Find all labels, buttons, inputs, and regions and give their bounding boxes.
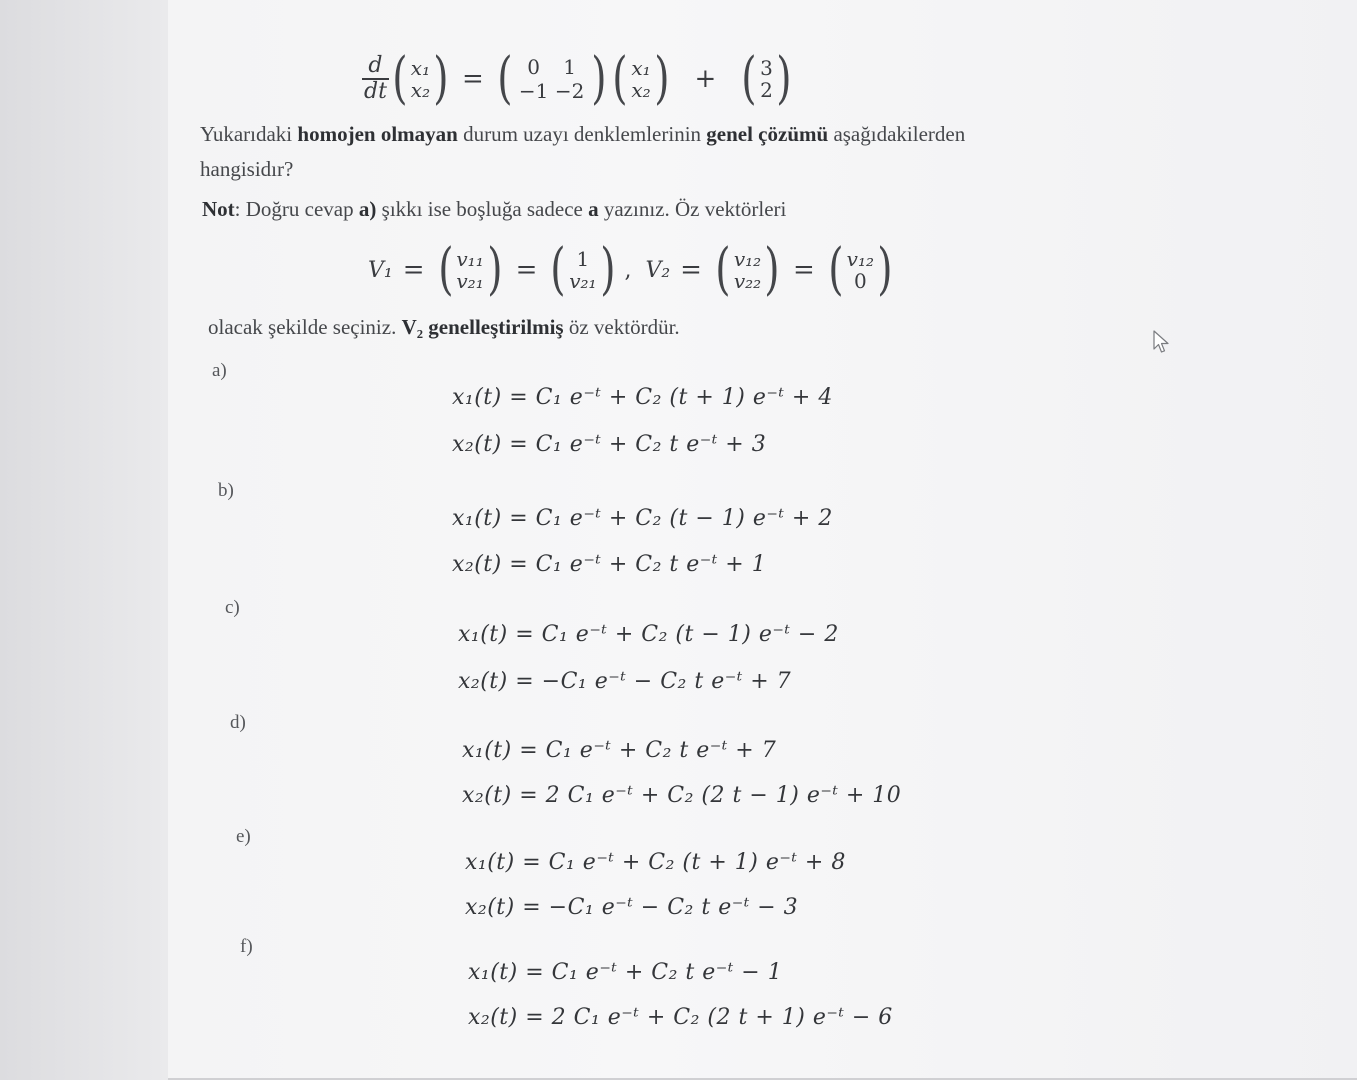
left-paren: ( <box>741 46 757 111</box>
vector-entry: v₂₁ <box>456 269 484 293</box>
left-paren: ( <box>437 237 454 302</box>
option-a-x2: x₂(t) = C₁ e⁻ᵗ + C₂ t e⁻ᵗ + 3 <box>452 432 767 457</box>
option-label-c[interactable]: c) <box>225 597 240 618</box>
question-line-1 <box>200 122 965 147</box>
note-line <box>202 197 786 222</box>
option-e-x1: x₁(t) = C₁ e⁻ᵗ + C₂ (t + 1) e⁻ᵗ + 8 <box>465 850 846 875</box>
v2-symbolic <box>712 237 783 302</box>
separator-comma: , <box>624 257 632 283</box>
right-paren: ) <box>764 237 780 302</box>
vector-entry: 2 <box>760 78 773 102</box>
choose-text: olacak şekilde seçiniz. <box>208 315 402 339</box>
state-vector <box>389 46 452 111</box>
right-paren: ) <box>486 237 503 302</box>
v2-label: V₂ <box>645 257 671 283</box>
note-bold: a) <box>358 197 377 221</box>
right-paren: ) <box>776 46 792 111</box>
note-text: yazınız. Öz vektörleri <box>598 197 787 221</box>
derivative-operator <box>362 54 389 104</box>
system-matrix <box>494 46 610 111</box>
question-line-2: hangisidır? <box>200 157 294 181</box>
equals-sign: = <box>461 64 484 94</box>
vector-entry: v₁₂ <box>846 247 875 271</box>
note-text: : Doğru cevap <box>234 197 359 221</box>
choose-text: öz vektördür. <box>563 315 680 339</box>
option-label-f[interactable]: f) <box>240 936 253 957</box>
vector-entry: v₂₁ <box>569 269 597 293</box>
matrix-entry: −1 <box>518 79 549 103</box>
note-label: Not <box>202 197 235 221</box>
option-d-x2: x₂(t) = 2 C₁ e⁻ᵗ + C₂ (2 t − 1) e⁻ᵗ + 10 <box>462 783 902 808</box>
vector-entry: v₁₁ <box>456 247 484 271</box>
state-vector-rhs <box>609 46 672 111</box>
matrix-entry: 1 <box>563 55 576 79</box>
question-text: aşağıdakilerden <box>828 122 966 146</box>
option-label-a[interactable]: a) <box>212 360 227 381</box>
left-paren: ( <box>550 237 566 302</box>
right-paren: ) <box>599 237 616 302</box>
question-text: durum uzayı denklemlerinin <box>457 122 707 146</box>
option-a-x1: x₁(t) = C₁ e⁻ᵗ + C₂ (t + 1) e⁻ᵗ + 4 <box>452 385 833 410</box>
screen-left-margin <box>0 0 168 1080</box>
left-paren: ( <box>497 46 513 111</box>
v1-values <box>547 237 618 302</box>
option-f-x2: x₂(t) = 2 C₁ e⁻ᵗ + C₂ (2 t + 1) e⁻ᵗ − 6 <box>468 1005 893 1030</box>
option-f-x1: x₁(t) = C₁ e⁻ᵗ + C₂ t e⁻ᵗ − 1 <box>468 960 783 985</box>
vector-entry: x₂ <box>410 78 431 102</box>
question-bold: genel çözümü <box>706 122 829 146</box>
derivative-numerator: d <box>368 53 383 79</box>
v1-label: V₁ <box>368 257 393 283</box>
vector-entry: x₂ <box>631 78 651 102</box>
question-bold: homojen olmayan <box>297 122 458 146</box>
derivative-denominator: dt <box>364 78 387 104</box>
note-bold: a <box>588 197 599 221</box>
question-text: Yukarıdaki <box>200 122 298 146</box>
right-paren: ) <box>590 46 607 111</box>
option-label-d[interactable]: d) <box>230 712 246 733</box>
option-d-x1: x₁(t) = C₁ e⁻ᵗ + C₂ t e⁻ᵗ + 7 <box>462 738 777 763</box>
v1-symbolic <box>435 237 506 302</box>
plus-sign: + <box>694 64 717 94</box>
constant-vector <box>738 46 794 111</box>
choose-bold: V₂ genelleştirilmiş <box>401 315 564 339</box>
option-b-x1: x₁(t) = C₁ e⁻ᵗ + C₂ (t − 1) e⁻ᵗ + 2 <box>452 506 833 531</box>
option-label-b[interactable]: b) <box>218 480 234 501</box>
option-label-e[interactable]: e) <box>236 826 251 847</box>
matrix-entry: −2 <box>554 79 585 103</box>
option-c-x2: x₂(t) = −C₁ e⁻ᵗ − C₂ t e⁻ᵗ + 7 <box>458 669 792 694</box>
vector-entry: 3 <box>760 56 773 80</box>
right-paren: ) <box>433 46 449 111</box>
vector-entry: v₁₂ <box>733 247 762 271</box>
vector-entry: x₁ <box>410 56 431 80</box>
option-b-x2: x₂(t) = C₁ e⁻ᵗ + C₂ t e⁻ᵗ + 1 <box>452 552 767 577</box>
choose-line <box>208 315 680 340</box>
left-paren: ( <box>828 237 844 302</box>
matrix-entry: 0 <box>527 55 540 79</box>
mouse-pointer-icon <box>1152 330 1170 354</box>
vector-entry: v₂₂ <box>733 269 762 293</box>
state-space-equation <box>362 44 795 114</box>
vector-entry: 1 <box>576 247 590 271</box>
right-paren: ) <box>877 237 893 302</box>
eigenvector-definitions: V₁ = ( v₁₁ v₂₁ ) = ( 1 v₂₁ ) , V₂ = ( v₁₂ v₂₂ ) = ( v₁₂ 0 ) <box>368 238 896 302</box>
right-paren: ) <box>653 46 670 111</box>
left-paren: ( <box>612 46 629 111</box>
v2-values <box>825 237 896 302</box>
vector-entry: x₁ <box>631 56 651 80</box>
note-text: şıkkı ise boşluğa sadece <box>376 197 589 221</box>
option-e-x2: x₂(t) = −C₁ e⁻ᵗ − C₂ t e⁻ᵗ − 3 <box>465 895 799 920</box>
left-paren: ( <box>715 237 731 302</box>
vector-entry: 0 <box>853 269 867 293</box>
left-paren: ( <box>392 46 408 111</box>
option-c-x1: x₁(t) = C₁ e⁻ᵗ + C₂ (t − 1) e⁻ᵗ − 2 <box>458 622 839 647</box>
